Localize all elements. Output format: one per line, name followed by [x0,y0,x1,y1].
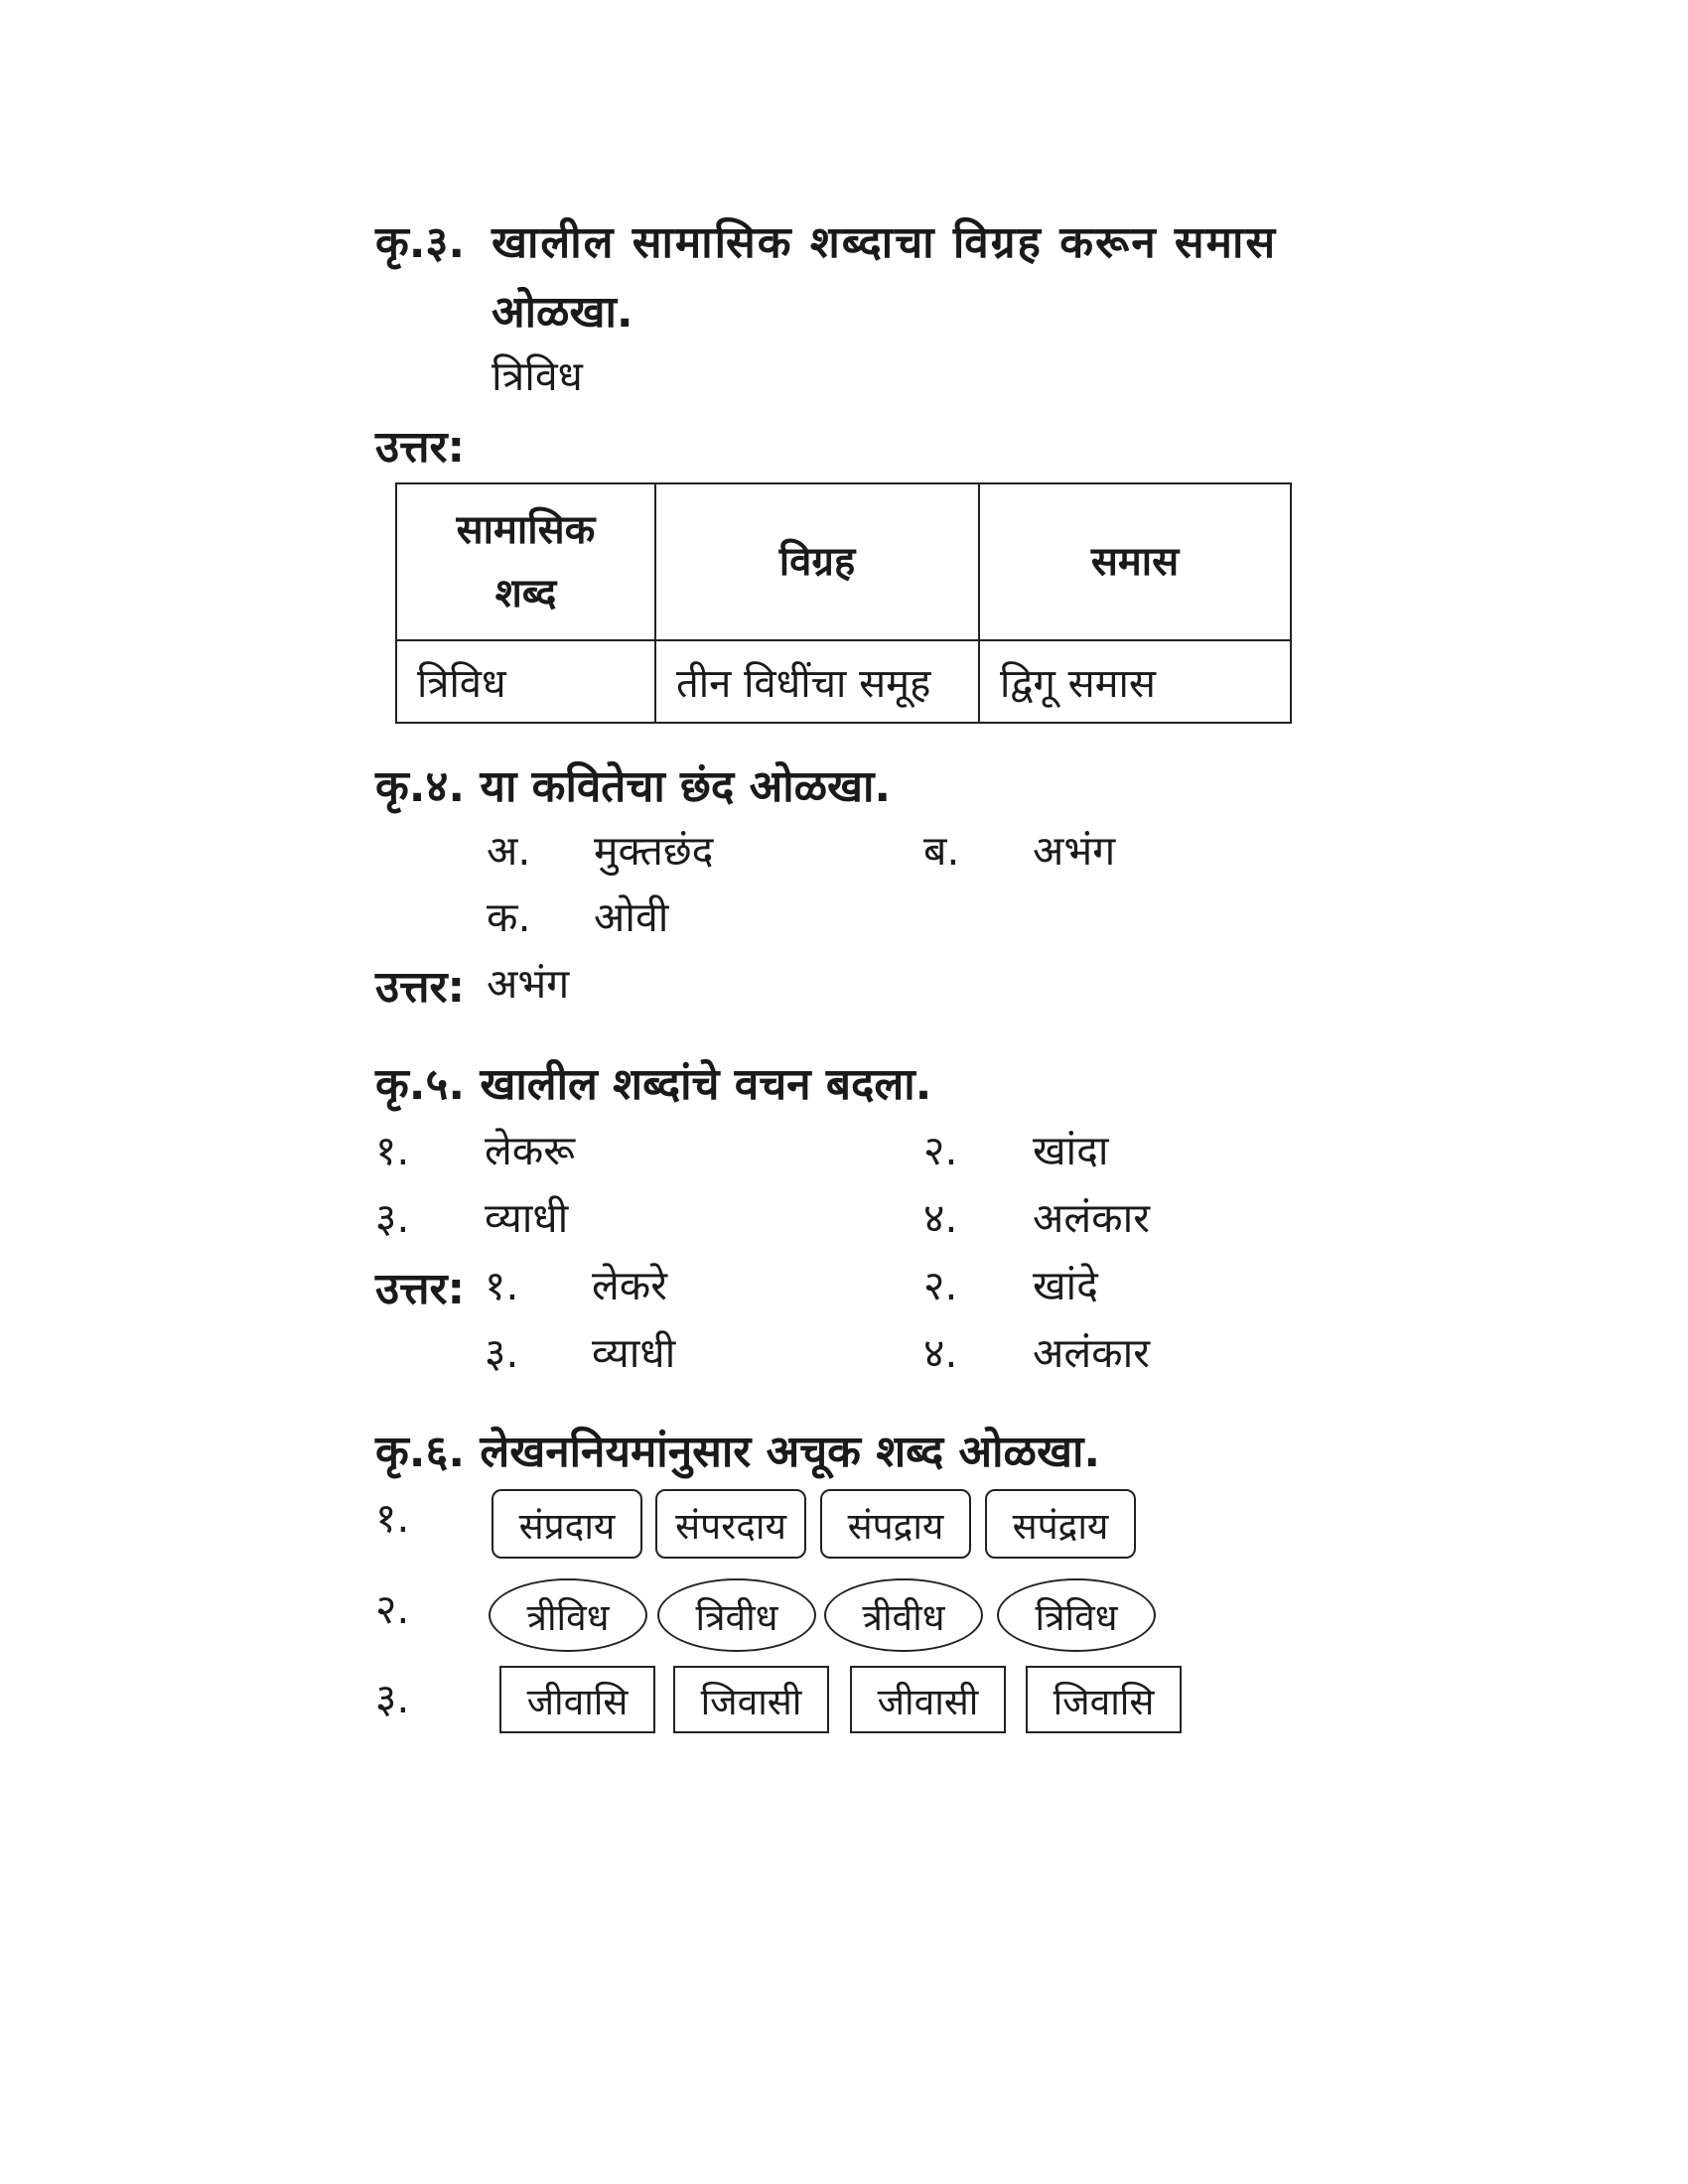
table-cell: तीन विधींचा समूह [655,640,979,723]
q5-item-word: खांदा [1033,1127,1109,1174]
q4-option-letter: अ. [487,827,531,875]
table-row [396,640,1291,723]
q4-option-letter: ब. [923,827,960,875]
q5-answer-word: खांदे [1033,1262,1098,1309]
q4-option-text: अभंग [1033,827,1116,875]
q6-option-box[interactable]: जीवासी [850,1666,1006,1733]
q6-option-oval[interactable]: त्रिविध [997,1578,1156,1652]
q5-item-word: व्याधी [485,1194,569,1242]
q6-option-box[interactable]: सपंद्राय [985,1489,1136,1559]
table-cell: द्विगू समास [979,640,1291,723]
q5-answer-word: लेकरे [592,1262,668,1309]
q6-option-box[interactable]: जीवासि [499,1666,655,1733]
q4-option-text: ओवी [594,893,669,941]
q6-row-num: २. [375,1585,410,1633]
q6-option-oval[interactable]: त्रीविध [489,1578,647,1652]
q3-title-line1: खालील सामासिक शब्दाचा विग्रह करून समास [492,217,1278,268]
q6-row-num: ३. [375,1675,410,1722]
table-header-cell: विग्रह [655,483,979,640]
q3-word: त्रिविध [492,352,583,400]
q6-option-box[interactable]: संपरदाय [655,1489,806,1559]
q6-option-oval[interactable]: त्रिवीध [657,1578,816,1652]
samas-table [395,482,1292,724]
q6-option-box[interactable]: संपद्राय [820,1489,971,1559]
q5-item-num: ४. [923,1194,958,1242]
table-header-row [396,483,1291,640]
q4-answer-label: उत्तर: [375,962,466,1013]
q5-item-num: २. [923,1127,958,1174]
q5-answer-num: २. [923,1262,958,1309]
q3-number: कृ.३. [375,217,466,268]
q5-answer-word: अलंकार [1033,1329,1150,1377]
q5-item-num: १. [375,1127,410,1174]
q6-title: कृ.६. लेखननियमांनुसार अचूक शब्द ओळखा. [375,1427,1101,1477]
q5-answer-word: व्याधी [592,1329,676,1377]
q4-option-text: मुक्तछंद [594,827,714,875]
q5-item-num: ३. [375,1194,410,1242]
q3-answer-label: उत्तर: [375,422,466,473]
q5-title: कृ.५. खालील शब्दांचे वचन बदला. [375,1059,932,1110]
q6-option-box[interactable]: संप्रदाय [492,1489,642,1559]
q5-answer-num: ४. [923,1329,958,1377]
q5-answer-num: ३. [485,1329,519,1377]
q5-item-word: अलंकार [1033,1194,1150,1242]
q6-option-box[interactable]: जिवासि [1026,1666,1182,1733]
table-cell: त्रिविध [396,640,655,723]
q5-item-word: लेकरू [485,1127,576,1174]
table-header-cell: सामासिक शब्द [396,483,655,640]
q5-answer-num: १. [485,1262,519,1309]
table-header-cell: समास [979,483,1291,640]
q6-option-oval[interactable]: त्रीवीध [824,1578,983,1652]
q4-title: कृ.४. या कवितेचा छंद ओळखा. [375,761,892,812]
q6-row-num: १. [375,1494,410,1542]
q6-option-box[interactable]: जिवासी [673,1666,829,1733]
q4-answer: अभंग [487,960,570,1008]
q4-option-letter: क. [487,893,531,941]
q3-title-line2: ओळखा. [492,287,633,338]
q5-answer-label: उत्तर: [375,1264,466,1314]
